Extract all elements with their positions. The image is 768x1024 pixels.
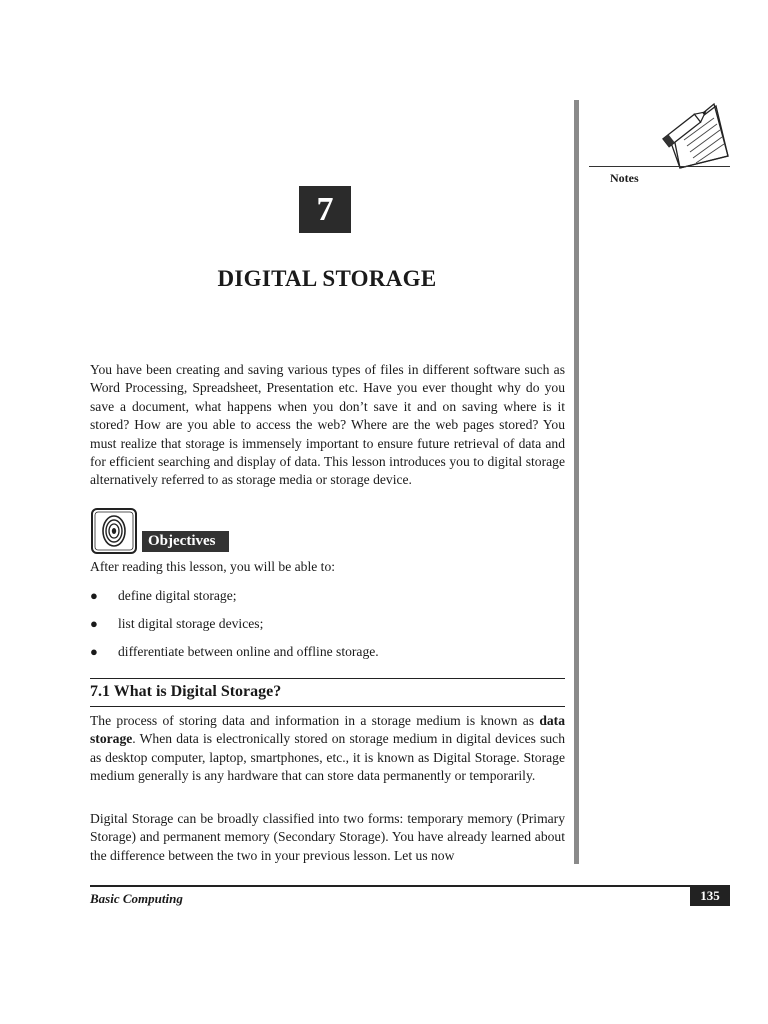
bullet-icon: ● [90,616,98,631]
section-rule-top [90,678,565,679]
bold-term: data storage [90,713,565,747]
chapter-number: 7 [299,186,351,233]
target-icon [91,508,137,554]
bullet-icon: ● [90,588,98,603]
notepad-pencil-icon [656,100,732,172]
chapter-title: DIGITAL STORAGE [217,266,437,291]
section-paragraph-1: The process of storing data and information in a storage medium is known as data storage. When data is electronically stored on storage medium in digital devices such as desktop computer, laptop, smartphones, etc., it is known as Digital Storage. Storage medium generally is any hardware that can store data permanently or temporarily. [90,713,565,784]
notes-label: Notes [610,171,639,185]
bullet-icon: ● [90,644,98,659]
intro-paragraph: You have been creating and saving various types of files in different software such as Word Processing, Spreadsheet, Presentation etc. Have you ever thought why do you save a document, what happens when you don’t save it and on saving where is it stored? How are you able to access the web? Where are the web pages stored? You must realize that storage is immensely important to ensure future retrieval of data and for efficient searching and display of data. This lesson introduces you to digital storage alternatively referred to as storage media or storage device. [90,362,565,488]
section-paragraph-2: Digital Storage can be broadly classified into two forms: temporary memory (Primary Storage) and permanent memory (Secondary Storage). You have already learned about the difference between the two in your previous lesson. Let us now [90,811,565,863]
section-title: 7.1 What is Digital Storage? [90,683,282,700]
objectives-list [90,587,379,671]
page-number: 135 [690,886,730,906]
objectives-intro: After reading this lesson, you will be able to: [90,559,336,574]
objectives-heading: Objectives [142,531,229,552]
footer-book-title: Basic Computing [90,891,183,906]
margin-rule [574,100,579,864]
list-item: ● list digital storage devices; [90,616,264,631]
footer-rule [90,885,730,887]
list-item: ● define digital storage; [90,588,237,603]
section-rule-bottom [90,706,565,707]
notes-rule [589,166,730,167]
list-item: ● differentiate between online and offline storage. [90,644,379,659]
